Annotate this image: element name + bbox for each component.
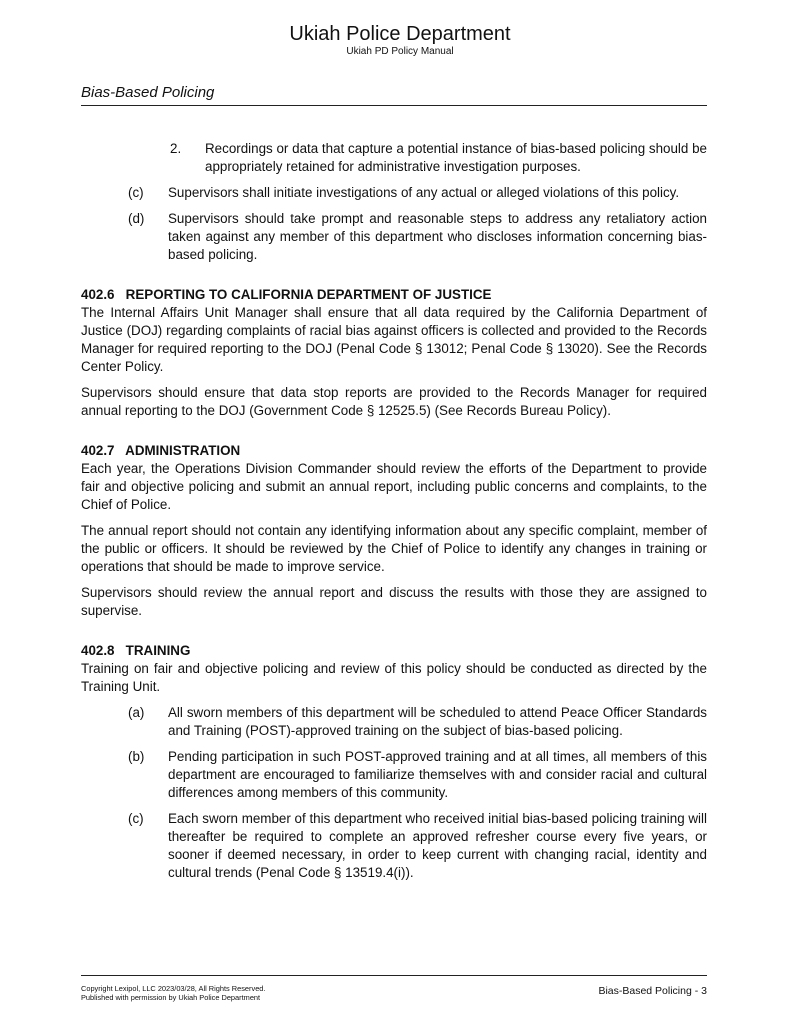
item-text: Supervisors shall initiate investigations of any actual or alleged violations of this policy. bbox=[168, 185, 680, 200]
list-item bbox=[81, 748, 707, 802]
paragraph: The Internal Affairs Unit Manager shall ensure that all data required by the California Department of Justice (DOJ) regarding complaints of racial bias against officers is collected and provided to the Records Manager for required reporting to the DOJ (Penal Code § 13012; Penal Code § 13020). See the Records Center Policy. bbox=[81, 305, 707, 374]
paragraph: The annual report should not contain any identifying information about any specific complaint, member of the public or officers. It should be reviewed by the Chief of Police to identify any changes in training or operations that should be made to improve service. bbox=[81, 523, 707, 574]
page-header bbox=[0, 22, 800, 58]
section-heading-402-6: 402.6 REPORTING TO CALIFORNIA DEPARTMENT OF JUSTICE bbox=[81, 287, 492, 302]
list-item bbox=[81, 184, 707, 202]
page-footer bbox=[81, 975, 707, 1002]
copyright-text: Copyright Lexipol, LLC 2023/03/28, All Rights Reserved. bbox=[81, 984, 266, 993]
item-text: Supervisors should take prompt and reasonable steps to address any retaliatory action taken against any member of this department who discloses information concerning bias-based policing. bbox=[168, 211, 707, 262]
item-text: Pending participation in such POST-approved training and at all times, all members of this department are encouraged to familiarize themselves with and consider racial and cultural differences among members of this community. bbox=[168, 749, 707, 800]
section-title: Bias-Based Policing bbox=[81, 83, 707, 106]
document-body bbox=[81, 140, 707, 890]
section-heading-402-8: 402.8 TRAINING bbox=[81, 643, 191, 658]
item-label: (d) bbox=[128, 211, 145, 226]
paragraph: Supervisors should ensure that data stop reports are provided to the Records Manager for required annual reporting to the DOJ (Government Code § 12525.5) (See Records Bureau Policy). bbox=[81, 385, 707, 418]
manual-subtitle: Ukiah PD Policy Manual bbox=[346, 46, 454, 57]
item-label: (b) bbox=[128, 749, 145, 764]
item-text: Each sworn member of this department who received initial bias-based policing training will thereafter be required to complete an approved refresher course every five years, or sooner if deemed necessary, in order to keep current with changing racial, identity and cultural trends (Penal Code § 13519.4(i)). bbox=[168, 811, 707, 880]
item-label: 2. bbox=[170, 141, 182, 156]
item-label: (a) bbox=[128, 705, 145, 720]
item-label: (c) bbox=[128, 185, 144, 200]
permission-text: Published with permission by Ukiah Police Department bbox=[81, 993, 261, 1002]
paragraph: Supervisors should review the annual report and discuss the results with those they are assigned to supervise. bbox=[81, 585, 707, 618]
section-heading-402-7: 402.7 ADMINISTRATION bbox=[81, 443, 241, 458]
item-text: Recordings or data that capture a potential instance of bias-based policing should be appropriately retained for administrative investigation purposes. bbox=[205, 141, 707, 174]
list-item bbox=[81, 140, 707, 176]
item-text: All sworn members of this department will be scheduled to attend Peace Officer Standards and Training (POST)-approved training on the subject of bias-based policing. bbox=[168, 705, 707, 738]
paragraph: Training on fair and objective policing and review of this policy should be conducted as directed by the Training Unit. bbox=[81, 661, 707, 694]
paragraph: Each year, the Operations Division Commander should review the efforts of the Department to provide fair and objective policing and submit an annual report, including public concerns and complaints, to the Chief of Police. bbox=[81, 461, 707, 512]
list-item bbox=[81, 810, 707, 882]
item-label: (c) bbox=[128, 811, 144, 826]
page-number: Bias-Based Policing - 3 bbox=[598, 985, 707, 997]
list-item bbox=[81, 210, 707, 264]
department-title: Ukiah Police Department bbox=[289, 23, 511, 45]
list-item bbox=[81, 704, 707, 740]
